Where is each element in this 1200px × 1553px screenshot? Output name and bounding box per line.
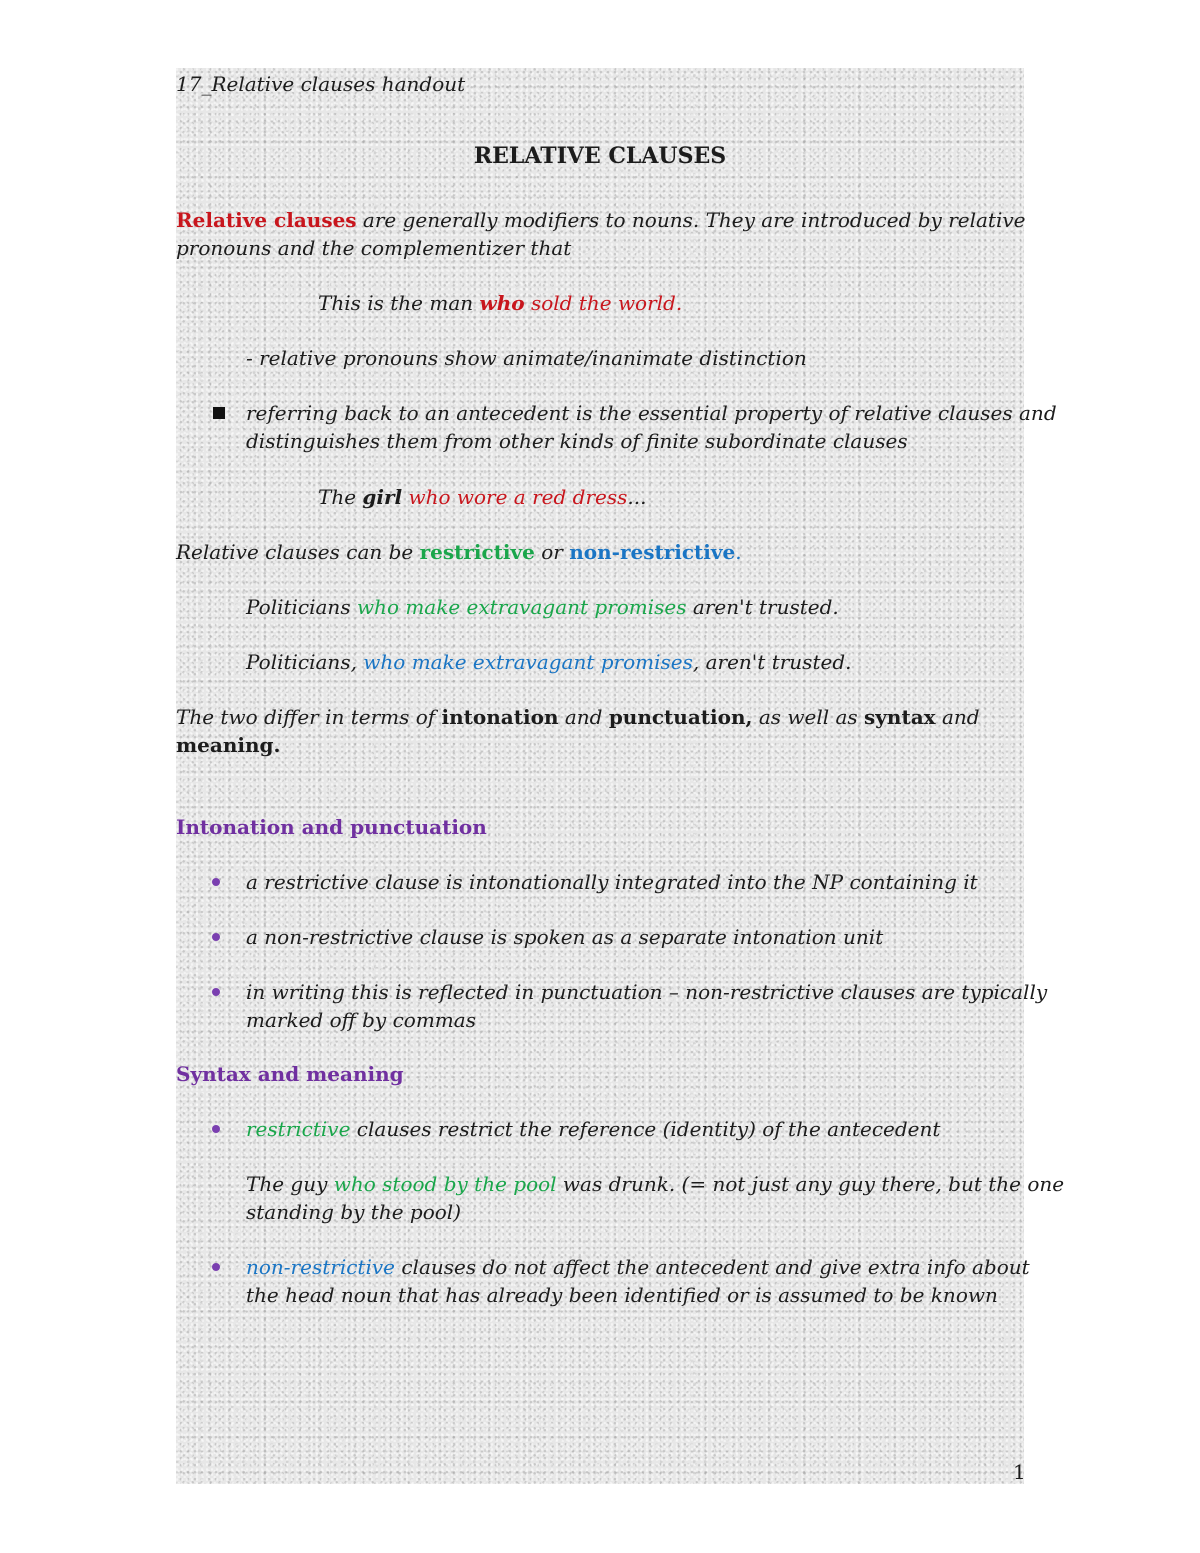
example-text: was drunk. (= not just any guy there, but the one	[556, 1172, 1065, 1196]
antecedent-noun: girl	[362, 485, 403, 509]
term-meaning: meaning.	[176, 733, 281, 757]
bullet-dot-icon	[212, 988, 220, 996]
example-text: Politicians	[246, 595, 357, 619]
types-period: .	[735, 540, 742, 564]
differ-text: and	[935, 705, 980, 729]
non-restrictive-clause: who make extravagant promises	[363, 650, 693, 674]
bullet-restrictive-intonation: a restrictive clause is intonationally integrated into the NP containing it	[246, 870, 978, 894]
example-text: , aren't trusted.	[692, 650, 852, 674]
bullet-dot-icon	[212, 933, 220, 941]
ellipsis: ...	[627, 485, 647, 509]
intro-line-1	[176, 206, 1026, 234]
relative-pronoun: who	[479, 291, 525, 315]
restrictive-clause: who stood by the pool	[333, 1172, 557, 1196]
term-syntax: syntax	[864, 705, 936, 729]
bullet-dot-icon	[212, 1263, 220, 1271]
differ-line-1	[176, 703, 980, 731]
term-non-restrictive: non-restrictive	[246, 1255, 395, 1279]
example-girl-red-dress	[318, 483, 646, 511]
differ-text: as well as	[752, 705, 865, 729]
intro-text: are generally modifiers to nouns. They are introduced by relative	[356, 208, 1026, 232]
example-man-who-sold	[318, 289, 682, 317]
relative-clause: who wore a red dress	[402, 485, 628, 509]
bullet-text: clauses restrict the reference (identity) of the antecedent	[350, 1117, 941, 1141]
section-heading-intonation: Intonation and punctuation	[176, 815, 487, 839]
square-bullet-icon	[213, 407, 225, 419]
example-text: This is the man	[318, 291, 480, 315]
section-heading-syntax: Syntax and meaning	[176, 1062, 404, 1086]
animacy-note: - relative pronouns show animate/inanimate distinction	[246, 346, 807, 370]
example-restrictive	[246, 593, 839, 621]
bullet-dot-icon	[212, 878, 220, 886]
bullet-dot-icon	[212, 1125, 220, 1133]
clause-types-line	[176, 538, 742, 566]
example-text: The	[318, 485, 363, 509]
relative-clause: sold the world.	[524, 291, 683, 315]
bullet-text: clauses do not affect the antecedent and give extra info about	[394, 1255, 1030, 1279]
example-text: The guy	[246, 1172, 334, 1196]
restrictive-clause: who make extravagant promises	[356, 595, 687, 619]
example-guy-pool-line-1	[246, 1170, 1064, 1198]
example-text: aren't trusted.	[686, 595, 839, 619]
term-restrictive: restrictive	[419, 540, 535, 564]
page-title: RELATIVE CLAUSES	[473, 143, 727, 169]
example-text: Politicians,	[246, 650, 364, 674]
bullet-non-restrictive-meaning-line-1	[246, 1253, 1030, 1281]
differ-text: The two differ in terms of	[176, 705, 442, 729]
page-number: 1	[1013, 1460, 1026, 1484]
term-intonation: intonation	[441, 705, 559, 729]
differ-text: and	[558, 705, 609, 729]
example-non-restrictive	[246, 648, 851, 676]
term-relative-clauses: Relative clauses	[176, 208, 357, 232]
antecedent-note-line-1: referring back to an antecedent is the essential property of relative clauses and	[246, 401, 1057, 425]
bullet-punctuation-line-2: marked off by commas	[246, 1008, 476, 1032]
antecedent-note-line-2: distinguishes them from other kinds of finite subordinate clauses	[246, 429, 908, 453]
types-or: or	[534, 540, 570, 564]
document-header: 17_Relative clauses handout	[176, 72, 466, 96]
types-text: Relative clauses can be	[176, 540, 420, 564]
bullet-restrictive-meaning	[246, 1115, 940, 1143]
bullet-non-restrictive-intonation: a non-restrictive clause is spoken as a separate intonation unit	[246, 925, 884, 949]
example-guy-pool-line-2: standing by the pool)	[246, 1200, 461, 1224]
term-non-restrictive: non-restrictive	[569, 540, 736, 564]
term-punctuation: punctuation,	[608, 705, 753, 729]
intro-line-2: pronouns and the complementizer that	[176, 236, 572, 260]
bullet-punctuation-line-1: in writing this is reflected in punctuation – non-restrictive clauses are typically	[246, 980, 1048, 1004]
term-restrictive: restrictive	[246, 1117, 351, 1141]
bullet-non-restrictive-meaning-line-2: the head noun that has already been identified or is assumed to be known	[246, 1283, 998, 1307]
